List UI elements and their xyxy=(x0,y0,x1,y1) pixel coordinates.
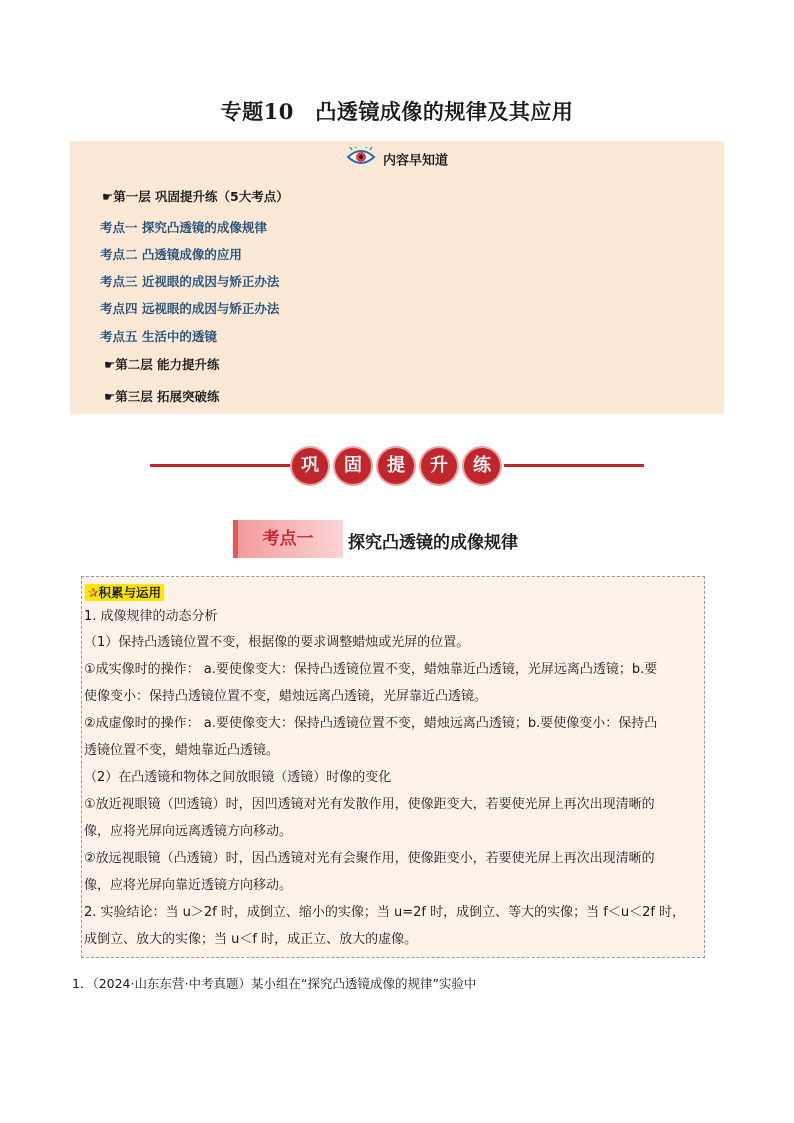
box-line: 成倒立、放大的实像；当 u＜f 时，成正立、放大的虚像。 xyxy=(84,932,418,947)
banner-char: 练 xyxy=(464,448,500,484)
banner-char: 升 xyxy=(421,448,457,484)
box-label xyxy=(85,584,164,601)
banner-rule-right xyxy=(504,464,644,467)
toc-point-3[interactable]: 考点三 近视眼的成因与矫正办法 xyxy=(100,274,280,289)
box-line: ①放近视眼镜（凹透镜）时，因凹透镜对光有发散作用，使像距变大，若要使光屏上再次出现清晰的 xyxy=(84,797,655,812)
box-line: ②成虚像时的操作： a.要使像变大：保持凸透镜位置不变，蜡烛远离凸透镜；b.要使像变小：保持凸 xyxy=(84,716,658,731)
page-title: 专题10 凸透镜成像的规律及其应用 xyxy=(220,99,574,124)
toc-header-text: 内容早知道 xyxy=(383,153,449,169)
toc-header xyxy=(70,147,724,171)
box-line: 2. 实验结论：当 u＞2f 时，成倒立、缩小的实像；当 u=2f 时，成倒立、等大的实像；当 f＜u＜2f 时， xyxy=(84,905,686,920)
box-line: ①成实像时的操作： a.要使像变大：保持凸透镜位置不变，蜡烛靠近凸透镜，光屏远离凸透镜；b.要 xyxy=(84,662,658,677)
banner-rule-left xyxy=(150,464,290,467)
box-line: 像，应将光屏向远离透镜方向移动。 xyxy=(84,824,293,839)
section-title: 探究凸透镜的成像规律 xyxy=(348,533,518,553)
box-line: ②放远视眼镜（凸透镜）时，因凸透镜对光有会聚作用，使像距变小，若要使光屏上再次出现清晰的 xyxy=(84,851,655,866)
toc-level-1[interactable]: ☛第一层 巩固提升练（5大考点） xyxy=(102,189,289,204)
banner-char: 固 xyxy=(335,448,371,484)
box-line: 透镜位置不变，蜡烛靠近凸透镜。 xyxy=(84,743,280,758)
box-line: 1. 成像规律的动态分析 xyxy=(84,609,218,624)
table-of-contents xyxy=(70,141,724,414)
box-line: （2）在凸透镜和物体之间放眼镜（透镜）时像的变化 xyxy=(84,770,392,785)
toc-point-2[interactable]: 考点二 凸透镜成像的应用 xyxy=(100,247,242,262)
box-line: （1）保持凸透镜位置不变，根据像的要求调整蜡烛或光屏的位置。 xyxy=(84,635,470,650)
box-label-text: 积累与运用 xyxy=(98,585,161,600)
toc-point-4[interactable]: 考点四 远视眼的成因与矫正办法 xyxy=(100,301,280,316)
box-line: 使像变小：保持凸透镜位置不变，蜡烛远离凸透镜，光屏靠近凸透镜。 xyxy=(84,689,488,704)
banner-char: 巩 xyxy=(292,448,328,484)
toc-level-3[interactable]: ☛第三层 拓展突破练 xyxy=(104,389,220,404)
star-icon: ✰ xyxy=(88,585,99,600)
knowledge-box xyxy=(81,576,705,958)
question-1: 1．（2024·山东东营·中考真题）某小组在“探究凸透镜成像的规律”实验中 xyxy=(72,976,477,991)
toc-level-2[interactable]: ☛第二层 能力提升练 xyxy=(104,357,220,372)
toc-point-5[interactable]: 考点五 生活中的透镜 xyxy=(100,329,217,344)
section-tag: 考点一 xyxy=(233,520,343,558)
section-banner xyxy=(150,446,644,486)
eye-icon xyxy=(346,147,376,171)
box-line: 像，应将光屏向靠近透镜方向移动。 xyxy=(84,878,293,893)
banner-char: 提 xyxy=(378,448,414,484)
toc-point-1[interactable]: 考点一 探究凸透镜的成像规律 xyxy=(100,220,267,235)
